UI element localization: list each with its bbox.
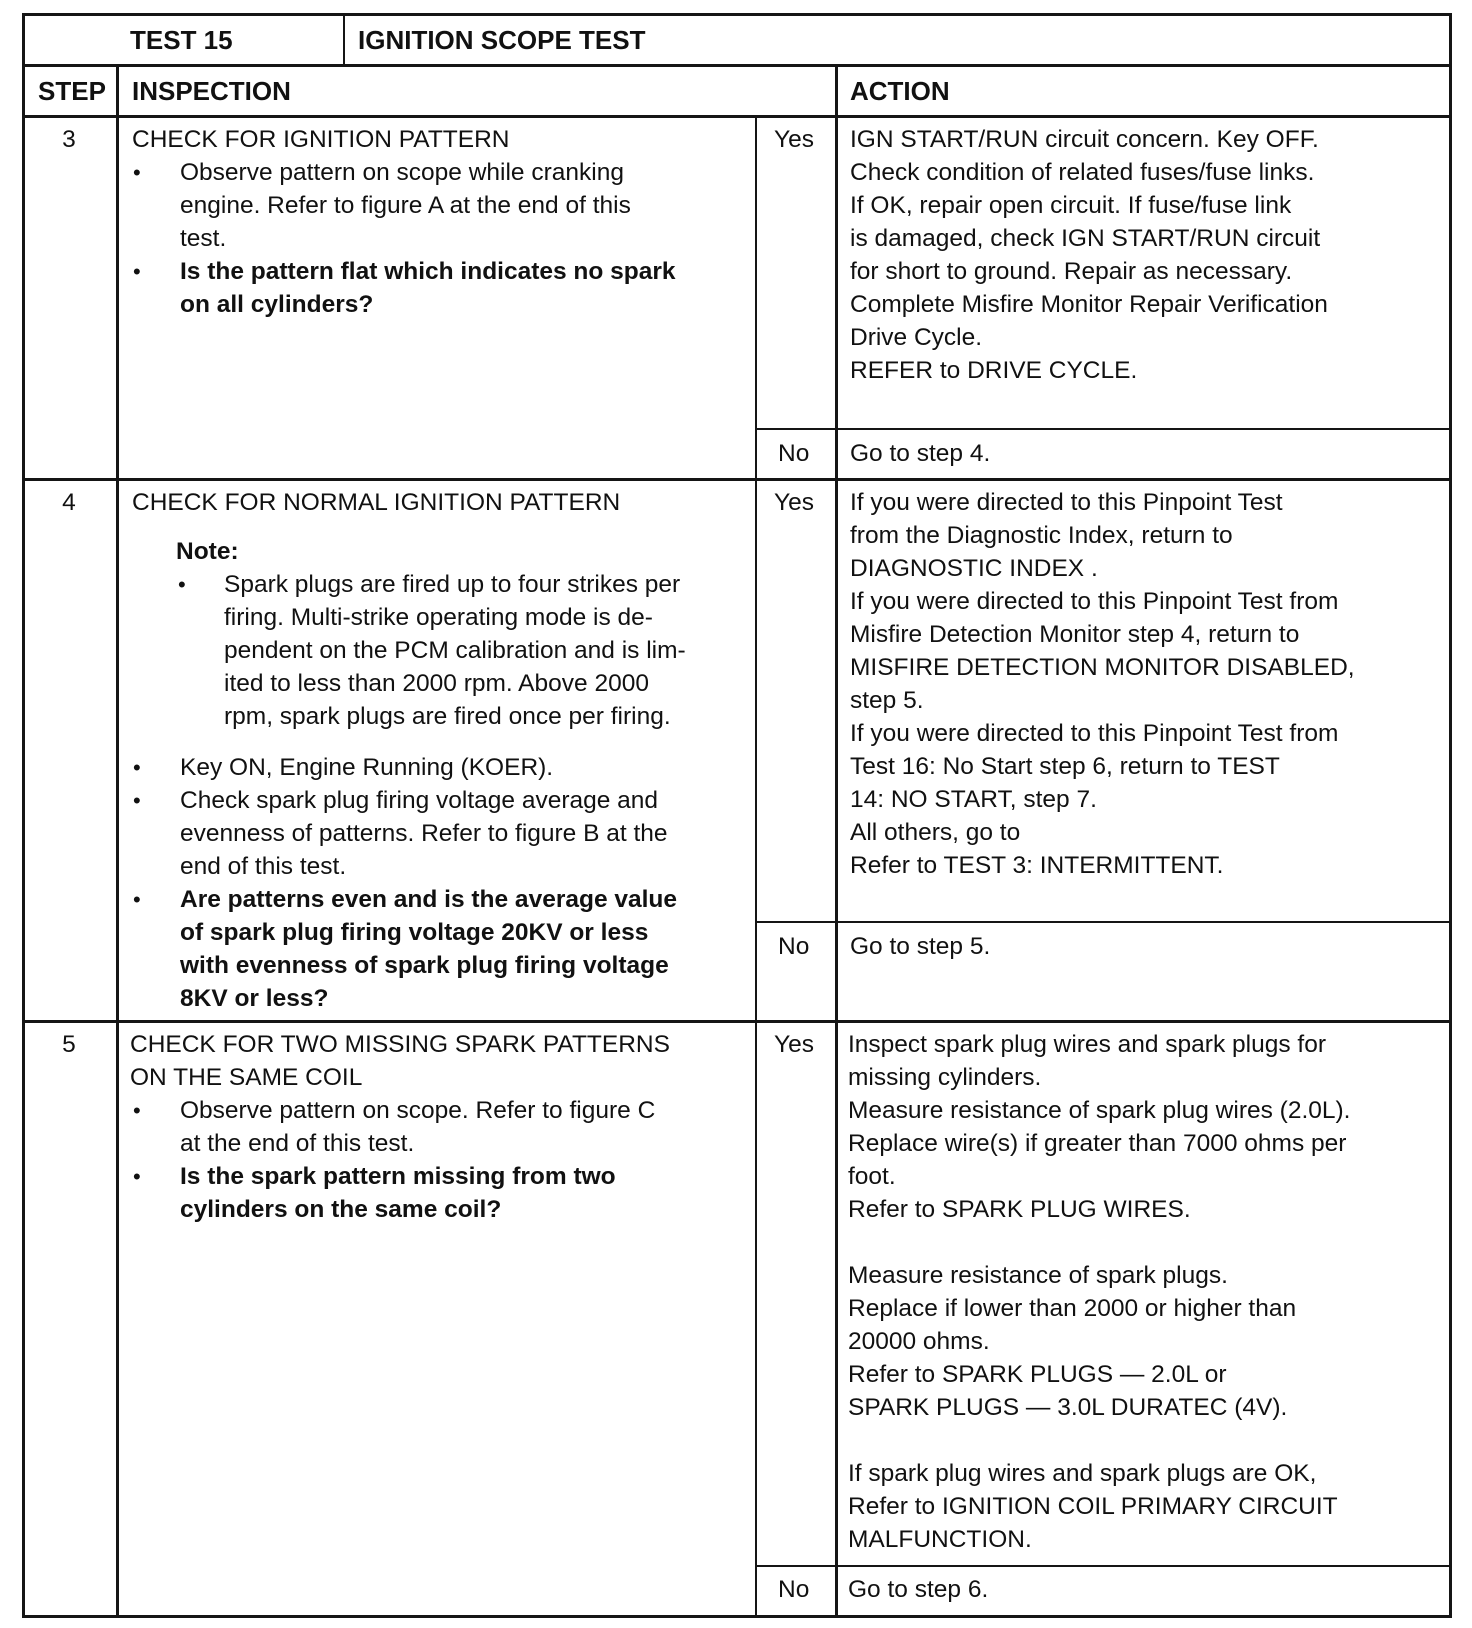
note-label: Note: (176, 538, 239, 565)
step-title: CHECK FOR NORMAL IGNITION PATTERN (132, 489, 621, 516)
col-header-step: STEP (38, 76, 106, 106)
rule-step4-yesno (755, 921, 1452, 923)
bullet-glyph: • (133, 788, 141, 813)
rule-step4-bottom (22, 1020, 1452, 1023)
step-number: 3 (62, 126, 76, 153)
rule-title-divider (343, 13, 345, 67)
bullet-glyph: • (133, 259, 141, 284)
frame-top (22, 13, 1452, 16)
bullet-glyph: • (178, 572, 186, 597)
rule-action-col (835, 64, 838, 1618)
bullet-glyph: • (133, 1164, 141, 1189)
yes-action: If you were directed to this Pinpoint Test from the Diagnostic Index, return to DIAGNOSTIC INDEX . If you were directed to this Pinpoint Test from Misfire Detection Monitor step 4, return to MISFIRE DETECTION MONITOR DISABLED, step 5. If you were directed to this Pinpoint Test from Test 16: No Start step 6, return to TEST 14: NO START, step 7. All others, go to Refer to TEST 3: INTERMITTENT. (850, 489, 1355, 879)
yes-label: Yes (774, 1031, 814, 1058)
no-action: Go to step 4. (850, 440, 991, 467)
step-question: Is the spark pattern missing from two cylinders on the same coil? (180, 1163, 616, 1223)
step-instruction: Observe pattern on scope. Refer to figure C at the end of this test. (180, 1097, 656, 1157)
no-action: Go to step 5. (850, 933, 991, 960)
rule-step3-yesno (755, 428, 1452, 430)
bullet-glyph: • (133, 887, 141, 912)
yes-label: Yes (774, 489, 814, 516)
col-header-inspection: INSPECTION (132, 76, 291, 106)
step-instruction: Check spark plug firing voltage average and evenness of patterns. Refer to figure B at the end of this test. (180, 787, 668, 880)
yes-action: If spark plug wires and spark plugs are OK, Refer to IGNITION COIL PRIMARY CIRCUIT MALFUNCTION. (848, 1460, 1338, 1553)
step-number: 5 (62, 1031, 76, 1058)
frame-bottom (22, 1615, 1452, 1618)
col-header-action: ACTION (850, 76, 950, 106)
rule-step5-yesno (755, 1565, 1452, 1567)
no-label: No (778, 933, 810, 960)
yes-action: IGN START/RUN circuit concern. Key OFF. Check condition of related fuses/fuse links. If OK, repair open circuit. If fuse/fuse link is damaged, check IGN START/RUN circuit for short to ground. Repair as necessary. Complete Misfire Monitor Repair Verification Drive Cycle. REFER to DRIVE CYCLE. (850, 126, 1328, 384)
bullet-glyph: • (133, 1098, 141, 1123)
no-label: No (778, 440, 810, 467)
step-title: CHECK FOR TWO MISSING SPARK PATTERNS ON THE SAME COIL (130, 1031, 670, 1091)
step-number: 4 (62, 489, 76, 516)
rule-title-bottom (22, 64, 1452, 67)
no-action: Go to step 6. (848, 1576, 989, 1603)
yes-action: Measure resistance of spark plugs. Replace if lower than 2000 or higher than 20000 ohms. Refer to SPARK PLUGS — 2.0L or SPARK PLUGS — 3.0L DURATEC (4V). (848, 1262, 1297, 1421)
rule-colhead-bottom (22, 115, 1452, 118)
frame-left (22, 13, 25, 1618)
rule-yesno-col (755, 115, 757, 1618)
test-title: IGNITION SCOPE TEST (358, 25, 646, 55)
yes-label: Yes (774, 126, 814, 153)
frame-right (1449, 13, 1452, 1618)
step-instruction: Observe pattern on scope while cranking engine. Refer to figure A at the end of this test. (180, 159, 631, 252)
bullet-glyph: • (133, 755, 141, 780)
no-label: No (778, 1576, 810, 1603)
bullet-glyph: • (133, 160, 141, 185)
rule-step-col (116, 64, 119, 1618)
note-text: Spark plugs are fired up to four strikes per firing. Multi-strike operating mode is de- pendent on the PCM calibration and is lim- ited to less than 2000 rpm. Above 2000 rpm, spark plugs are fired once per firing. (224, 571, 686, 730)
yes-action: Inspect spark plug wires and spark plugs for missing cylinders. Measure resistance of spark plug wires (2.0L). Replace wire(s) if greater than 7000 ohms per foot. Refer to SPARK PLUG WIRES. (848, 1031, 1351, 1223)
step-question: Are patterns even and is the average value of spark plug firing voltage 20KV or less with evenness of spark plug firing voltage 8KV or less? (180, 886, 678, 1012)
step-title: CHECK FOR IGNITION PATTERN (132, 126, 510, 153)
step-instruction: Key ON, Engine Running (KOER). (180, 754, 554, 781)
test-label: TEST 15 (130, 25, 233, 55)
rule-step3-bottom (22, 478, 1452, 481)
step-question: Is the pattern flat which indicates no spark on all cylinders? (180, 258, 676, 318)
